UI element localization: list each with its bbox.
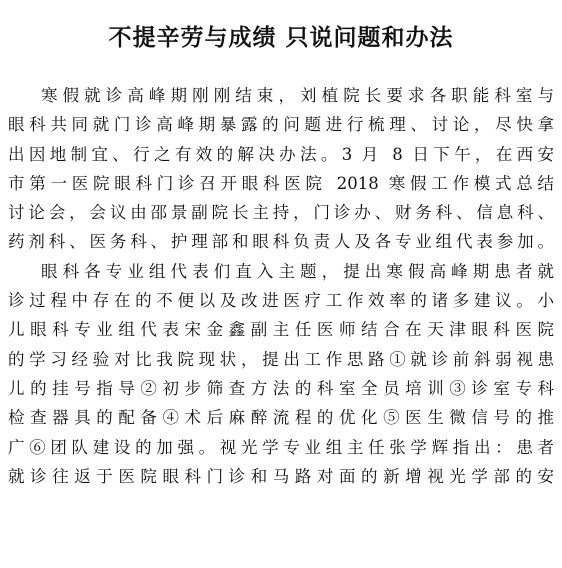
paragraph-2-line-1: 眼科各专业组代表们直入主题，提出寒假高峰期患者就 <box>41 261 554 281</box>
paragraph-2-line-5: 儿的挂号指导②初步筛查方法的科室全员培训③诊室专科 <box>8 378 554 398</box>
paragraph-2-line-4: 的学习经验对比我院现状，提出工作思路①就诊前斜弱视患 <box>8 349 554 369</box>
paragraph-1-line-6: 药剂科、医务科、护理部和眼科负责人及各专业组代表参加。 <box>8 232 554 252</box>
article-body <box>8 81 554 491</box>
paragraph-2-line-6: 检查器具的配备④术后麻醉流程的优化⑤医生微信号的推 <box>8 408 554 428</box>
paragraph-2-line-7: 广⑥团队建设的加强。视光学专业组主任张学辉指出：患者 <box>8 437 554 457</box>
paragraph-1-line-2: 眼科共同就门诊高峰期暴露的问题进行梳理、讨论，尽快拿 <box>8 115 554 135</box>
paragraph-1-line-4: 市第一医院眼科门诊召开眼科医院 2018 寒假工作模式总结 <box>8 173 554 193</box>
paragraph-2-line-3: 儿眼科专业组代表宋金鑫副主任医师结合在天津眼科医院 <box>8 320 554 340</box>
paragraph-2-line-2: 诊过程中存在的不便以及改进医疗工作效率的诸多建议。小 <box>8 291 554 311</box>
paragraph-1-line-3: 出因地制宜、行之有效的解决办法。3 月 8 日下午，在西安 <box>8 144 554 164</box>
paragraph-2-line-8: 就诊往返于医院眼科门诊和马路对面的新增视光学部的安 <box>8 466 554 486</box>
paragraph-1-line-5: 讨论会，会议由邵景副院长主持，门诊办、财务科、信息科、 <box>8 203 554 223</box>
document-title: 不提辛劳与成绩 只说问题和办法 <box>108 25 454 51</box>
paragraph-1-line-1: 寒假就诊高峰期刚刚结束，刘植院长要求各职能科室与 <box>41 86 554 105</box>
